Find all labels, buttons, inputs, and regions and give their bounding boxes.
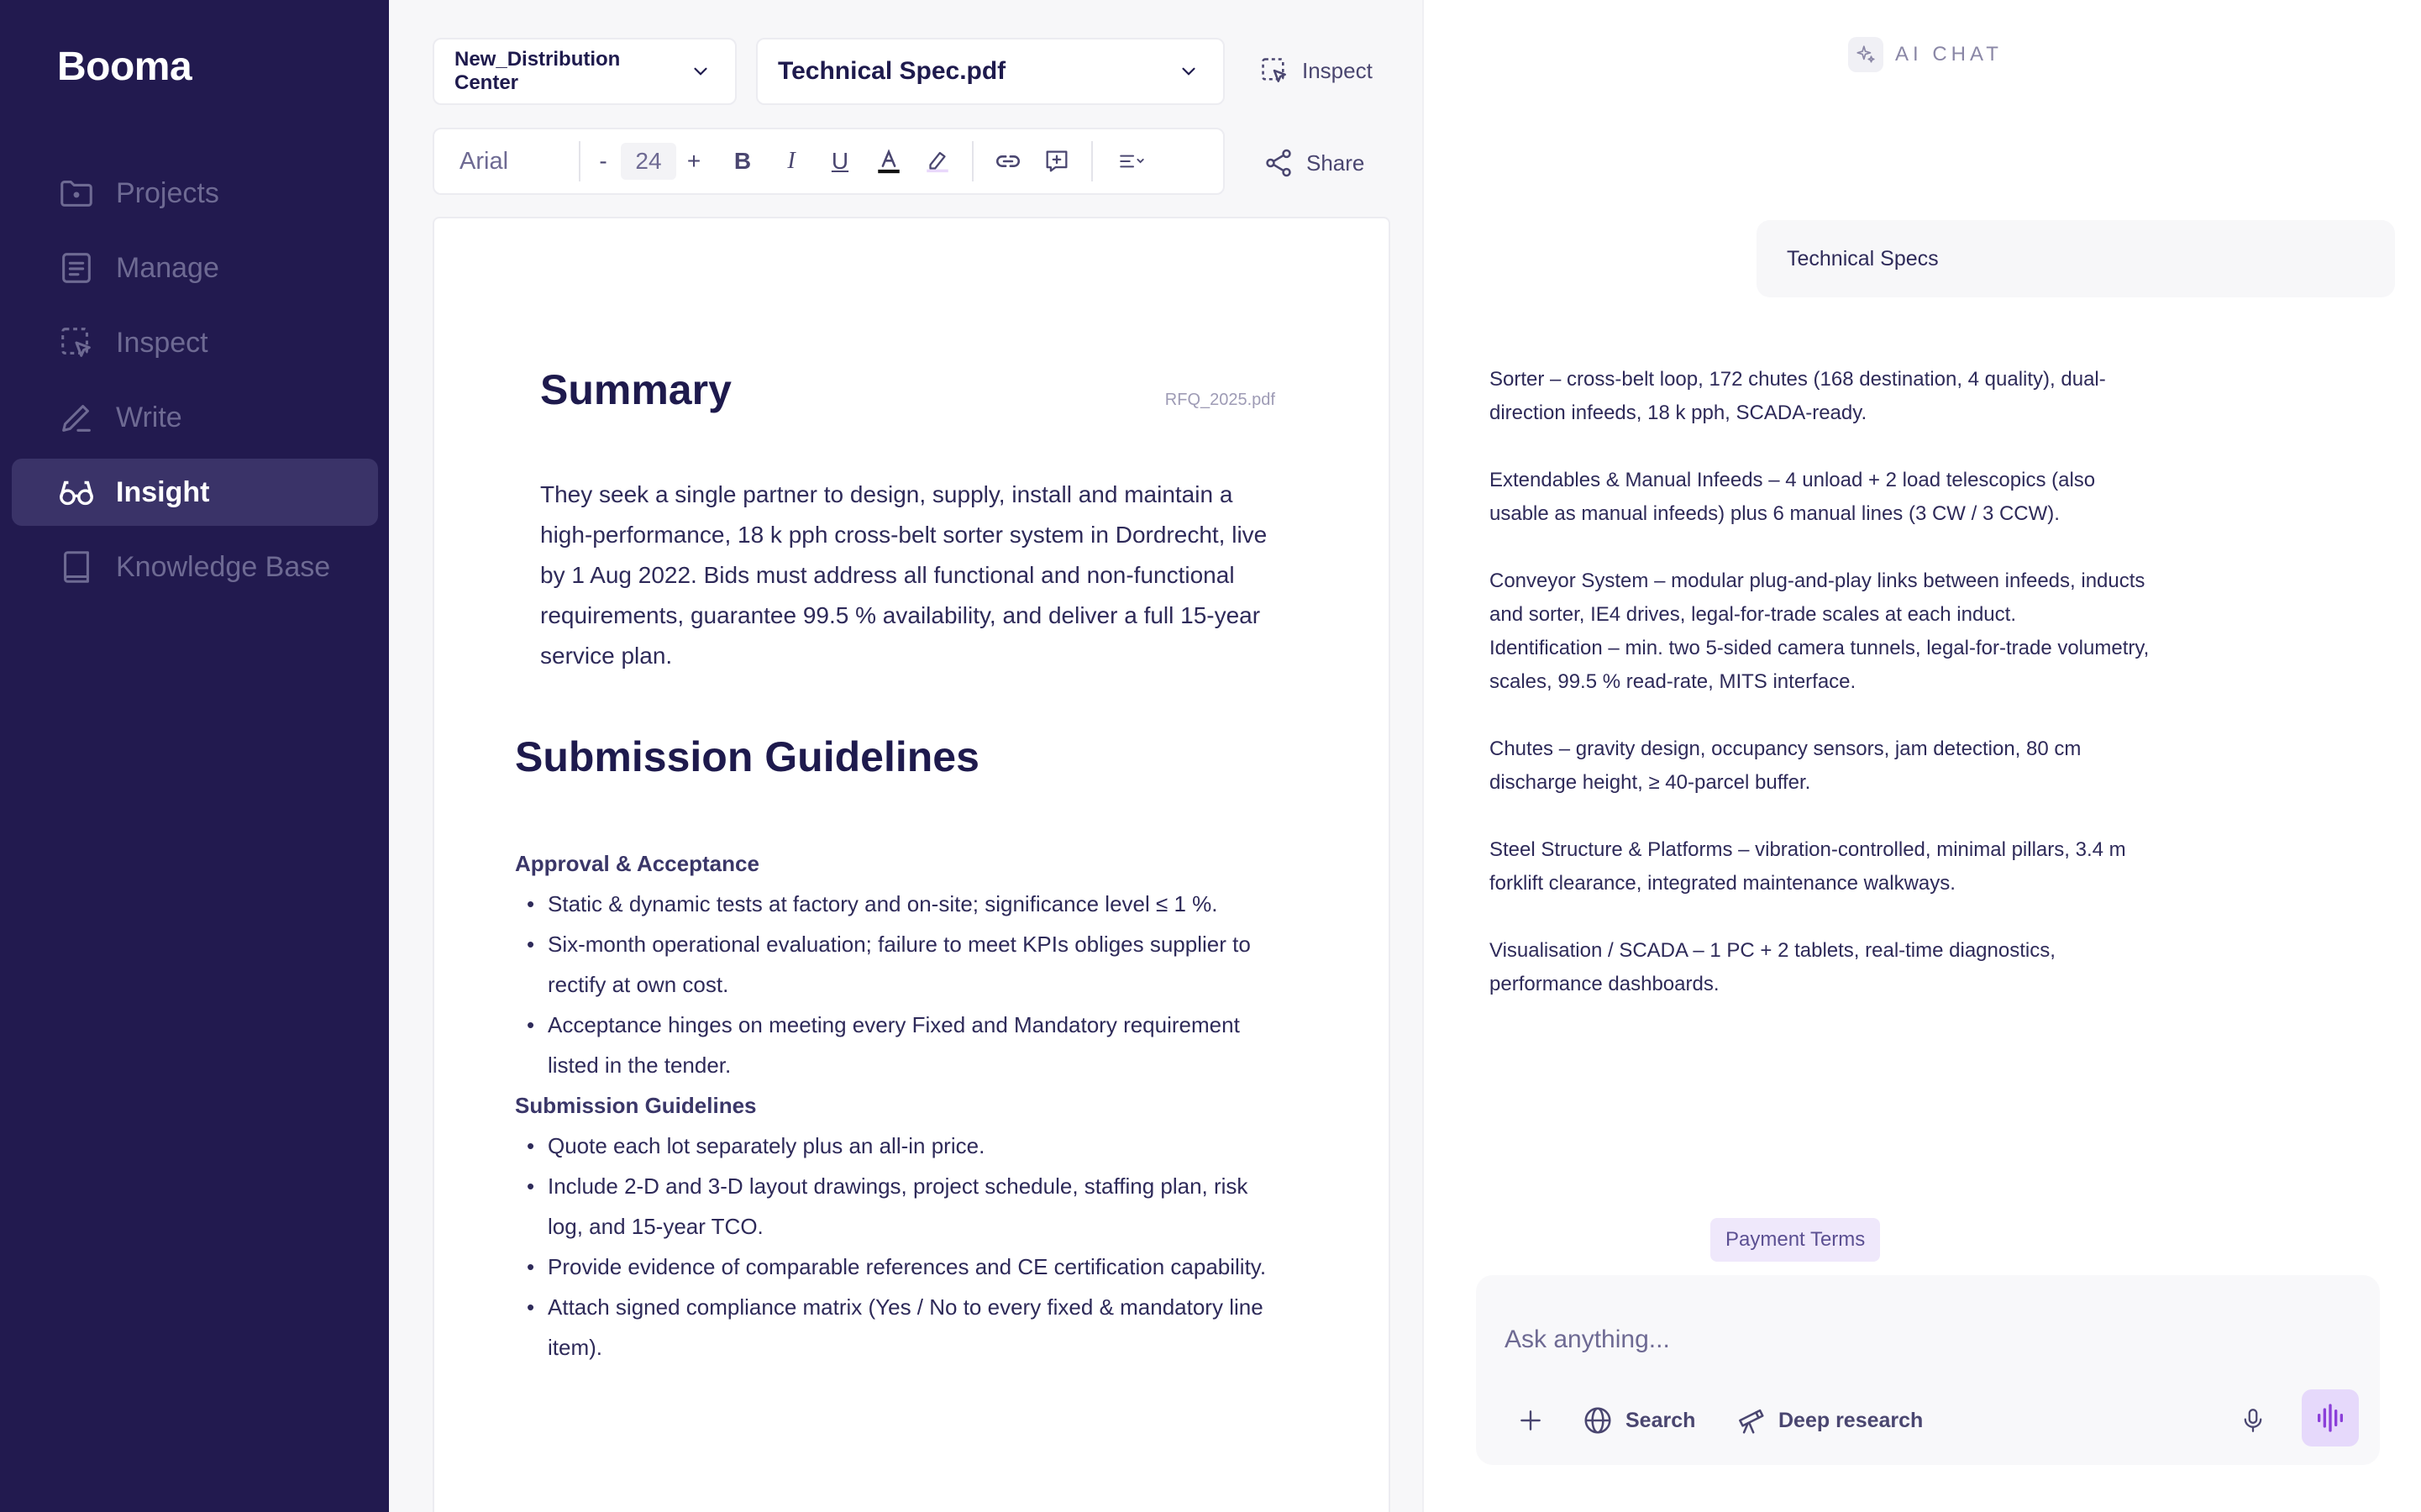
link-icon [994,147,1022,176]
list-item: • Provide evidence of comparable references and CE certification capability. [515,1247,1288,1287]
font-size-decrease-button[interactable]: - [599,148,607,174]
sidebar-item-label: Knowledge Base [116,550,331,583]
chat-title: AI CHAT [1895,43,2003,66]
sidebar-item-label: Projects [116,176,219,209]
bold-button[interactable]: B [733,148,752,174]
ai-chat-panel [1422,0,2421,1512]
deep-research-button[interactable] [1735,1401,1923,1440]
sidebar-item-manage[interactable] [12,234,378,302]
search-button[interactable] [1582,1401,1695,1440]
share-icon [1263,147,1295,179]
list-item: • Attach signed compliance matrix (Yes / No to every fixed & mandatory line item). [515,1287,1288,1368]
approval-list [515,884,1288,1085]
response-paragraph: Identification – min. two 5-sided camera tunnels, legal-for-trade volumetry, scales, 99.5 % read-rate, MITS interface. [1489,637,2150,693]
highlighter-icon [923,147,952,176]
italic-button[interactable]: I [787,148,796,174]
submission-guidelines-heading: Submission Guidelines [515,733,979,780]
sparkle-icon [1855,44,1877,66]
list-item: • Quote each lot separately plus an all-in price. [515,1126,1288,1166]
response-paragraph: Conveyor System – modular plug-and-play links between infeeds, inducts and sorter, IE4 drives, legal-for-trade scales at each induct. [1489,570,2145,626]
toolbar-divider [579,141,580,181]
sidebar-item-write[interactable] [12,384,378,451]
comment-plus-icon [1042,147,1071,176]
sparkle-badge [1848,37,1883,72]
document-list-icon [57,249,96,287]
suggestion-chip[interactable]: Payment Terms [1710,1218,1880,1262]
telescope-icon [1735,1404,1767,1436]
audio-waveform-icon [2313,1401,2347,1435]
toolbar-divider [972,141,974,181]
chevron-down-icon [690,60,712,82]
voice-mode-button[interactable] [2302,1389,2359,1446]
align-left-icon [1118,147,1147,176]
globe-icon [1582,1404,1614,1436]
pen-icon [57,398,96,437]
sidebar-item-insight[interactable] [12,459,378,526]
text-color-icon [874,147,903,176]
response-paragraph: Chutes – gravity design, occupancy sensors, jam detection, 80 cm discharge height, ≥ 40-parcel buffer. [1489,738,2082,794]
list-item: • Six-month operational evaluation; failure to meet KPIs obliges supplier to rectify at own cost. [515,924,1288,1005]
summary-paragraph: They seek a single partner to design, supply, install and maintain a high-performance, 18 k pph cross-belt sorter system in Dordrecht, live by 1 Aug 2022. Bids must address all functional and non-functional requirements, guarantee 99.5 % availability, and deliver a full 15-year service plan. [540,481,1268,669]
plus-icon [1517,1407,1544,1434]
folder-icon [57,174,96,213]
list-item: • Static & dynamic tests at factory and on-site; significance level ≤ 1 %. [515,884,1288,924]
book-icon [57,548,96,586]
sidebar-item-label: Inspect [116,326,208,359]
submission-subheading: Submission Guidelines [515,1093,757,1118]
font-size-increase-button[interactable]: + [686,148,701,174]
response-paragraph: Visualisation / SCADA – 1 PC + 2 tablets, real-time diagnostics, performance dashboards. [1489,939,2056,995]
response-paragraph: Sorter – cross-belt loop, 172 chutes (168 destination, 4 quality), dual-direction infeeds, 18 k pph, SCADA-ready. [1489,368,2106,424]
response-paragraph: Steel Structure & Platforms – vibration-controlled, minimal pillars, 3.4 m forklift clearance, integrated maintenance walkways. [1489,838,2126,895]
insert-link-button[interactable] [984,136,1032,186]
inspect-button-label: Inspect [1302,57,1373,83]
chat-header [1848,37,2003,72]
highlight-button[interactable] [913,136,962,186]
source-file-label[interactable]: RFQ_2025.pdf [1164,391,1275,409]
sidebar-item-inspect[interactable] [12,309,378,376]
font-size-input[interactable]: 24 [621,143,676,180]
format-toolbar [433,128,1225,195]
submission-list [515,1126,1288,1368]
sidebar-item-knowledge-base[interactable] [12,533,378,601]
sidebar-item-label: Insight [116,475,210,508]
summary-heading: Summary [540,366,732,413]
inspect-icon [57,323,96,362]
user-message: Technical Specs [1757,220,2395,297]
text-align-select[interactable] [1103,136,1162,186]
file-select[interactable] [756,38,1225,105]
sidebar-item-projects[interactable] [12,160,378,227]
inspect-icon [1258,55,1290,87]
project-select[interactable] [433,38,737,105]
sidebar-item-label: Write [116,401,182,433]
share-button-label: Share [1306,150,1365,176]
share-button[interactable] [1263,143,1364,183]
file-select-value: Technical Spec.pdf [778,57,1006,85]
project-select-value: New_Distribution Center [454,48,621,94]
list-item: • Acceptance hinges on meeting every Fixed and Mandatory requirement listed in the tender. [515,1005,1288,1085]
chat-composer [1476,1275,2380,1465]
assistant-response [1489,363,2153,1035]
chevron-down-icon [1178,60,1200,82]
microphone-button[interactable] [2232,1399,2274,1441]
add-comment-button[interactable] [1032,136,1081,186]
list-item: • Include 2-D and 3-D layout drawings, project schedule, staffing plan, risk log, and 15-year TCO. [515,1166,1288,1247]
microphone-icon [2239,1406,2267,1435]
sidebar-item-label: Manage [116,251,219,284]
sidebar [0,0,389,1512]
document-workspace [389,0,1422,1512]
document-page[interactable] [433,217,1390,1512]
attach-button[interactable] [1510,1399,1552,1441]
app-logo: Booma [57,45,192,89]
search-button-label: Search [1625,1408,1696,1432]
font-family-select[interactable]: Arial [460,147,509,175]
deep-research-label: Deep research [1778,1408,1924,1432]
toolbar-divider [1091,141,1093,181]
approval-heading: Approval & Acceptance [515,851,759,876]
inspect-button[interactable] [1258,50,1373,91]
glasses-icon [57,473,96,512]
text-color-button[interactable] [864,136,913,186]
response-paragraph: Extendables & Manual Infeeds – 4 unload + 2 load telescopics (also usable as manual infeeds) plus 6 manual lines (3 CW / 3 CCW). [1489,469,2096,525]
underline-button[interactable]: U [831,148,849,174]
sidebar-nav [12,160,378,608]
guidelines-content [515,843,1288,1368]
chat-input[interactable] [1505,1300,2261,1379]
